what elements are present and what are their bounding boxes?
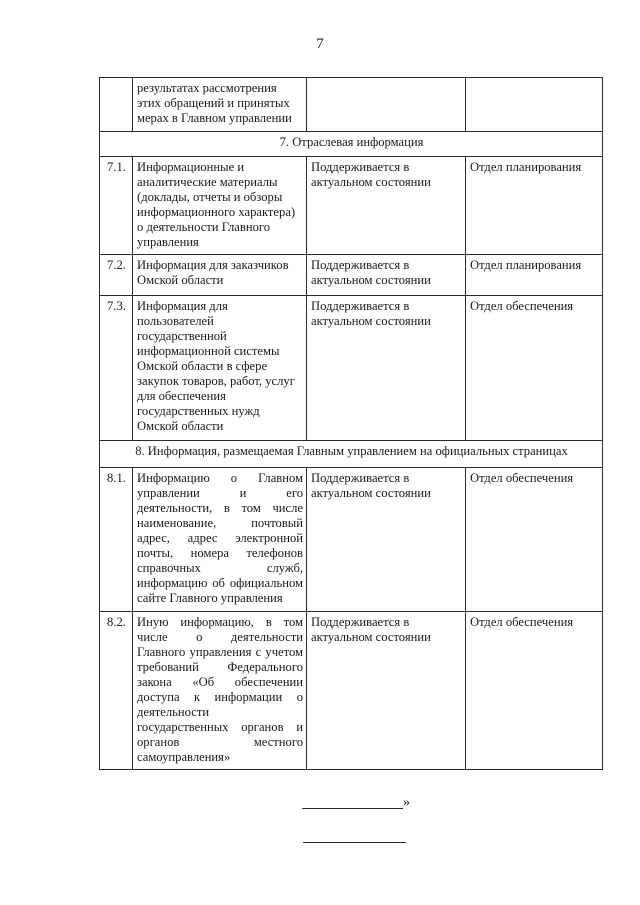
department-cell: Отдел обеспечения [466,468,603,612]
table-row [100,612,603,770]
info-name-cell: Информационные и аналитические материалы (доклады, отчеты и обзоры информационного характера) о деятельности Главного управления [133,157,307,255]
section-header-row [100,441,603,468]
information-table [99,77,603,770]
department-cell: Отдел планирования [466,157,603,255]
info-name-cell: результатах рассмотрения этих обращений и принятых мерах в Главном управлении [133,78,307,132]
info-name-cell: Информацию о Главном управлении и его деятельности, в том числе наименование, почтовый адрес, адрес электронной почты, номера телефонов справочных служб, информацию об официальном сайте Главного управления [133,468,307,612]
row-number-cell: 7.3. [100,296,133,441]
period-cell: Поддерживается в актуальном состоянии [307,255,466,296]
department-cell: Отдел планирования [466,255,603,296]
table-row [100,468,603,612]
separator-line [303,842,406,843]
signature-line [302,808,403,809]
row-number-cell [100,78,133,132]
page-number: 7 [316,36,324,52]
info-name-cell: Иную информацию, в том числе о деятельности Главного управления с учетом требований Федерального закона «Об обеспечении доступа к информации о деятельности государственных органов и органов местного самоуправления» [133,612,307,770]
table-row [100,78,603,132]
table-row [100,296,603,441]
period-cell: Поддерживается в актуальном состоянии [307,468,466,612]
section-title: 8. Информация, размещаемая Главным управлением на официальных страницах [100,441,603,468]
section-title: 7. Отраслевая информация [100,132,603,157]
period-cell: Поддерживается в актуальном состоянии [307,612,466,770]
row-number-cell: 7.1. [100,157,133,255]
department-cell: Отдел обеспечения [466,296,603,441]
period-cell: Поддерживается в актуальном состоянии [307,157,466,255]
row-number-cell: 7.2. [100,255,133,296]
table-row [100,157,603,255]
period-cell: Поддерживается в актуальном состоянии [307,296,466,441]
table-row [100,255,603,296]
info-name-cell: Информация для заказчиков Омской области [133,255,307,296]
row-number-cell: 8.2. [100,612,133,770]
department-cell [466,78,603,132]
row-number-cell: 8.1. [100,468,133,612]
period-cell [307,78,466,132]
closing-quote: » [403,795,410,810]
info-name-cell: Информация для пользователей государственной информационной системы Омской области в сфере закупок товаров, работ, услуг для обеспечения государственных нужд Омской области [133,296,307,441]
department-cell: Отдел обеспечения [466,612,603,770]
section-header-row [100,132,603,157]
